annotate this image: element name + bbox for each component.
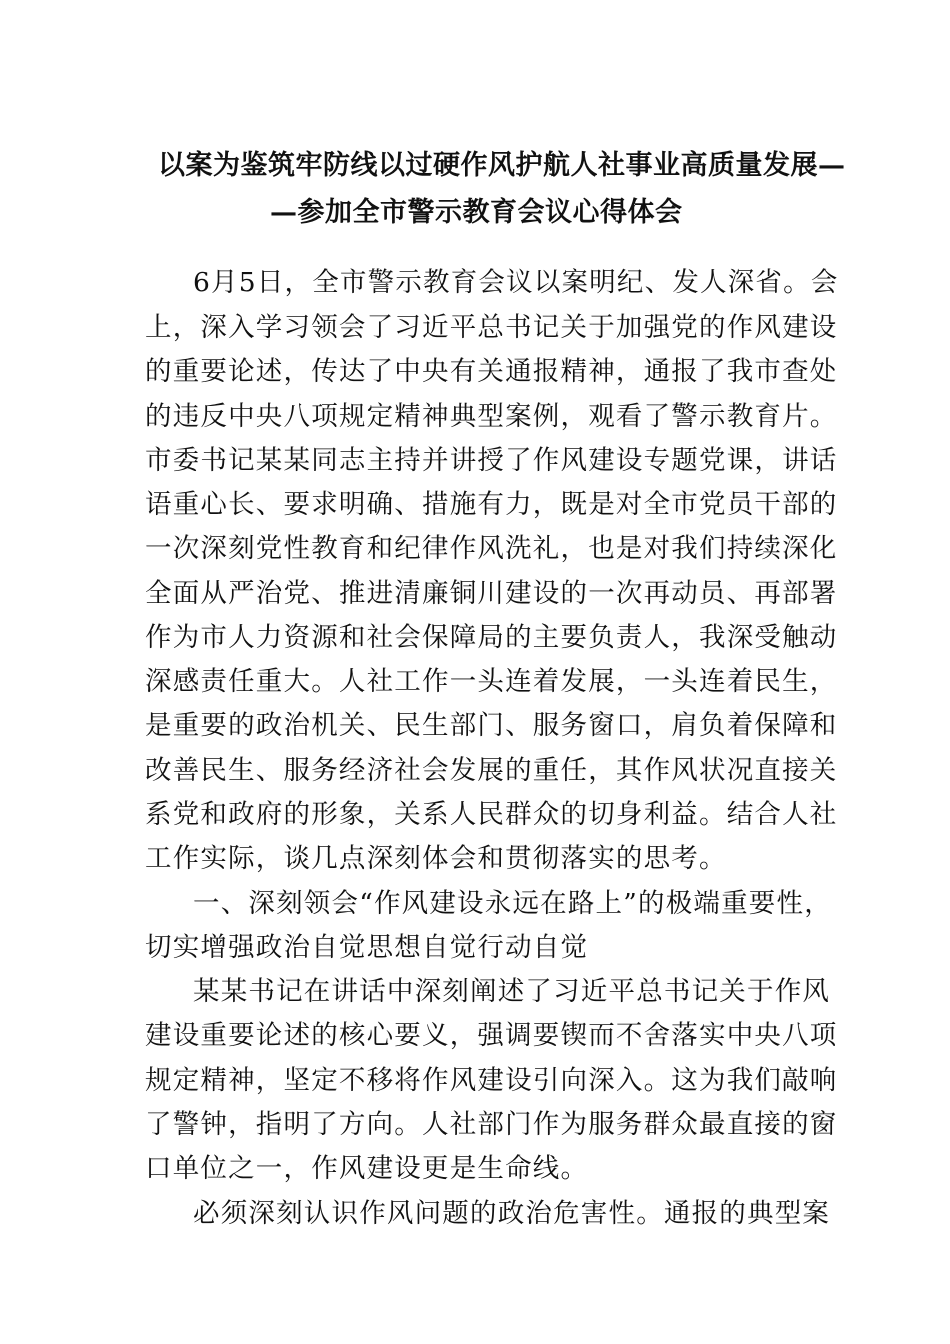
- body-line: 了警钟，指明了方向。人社部门作为服务群众最直接的窗: [145, 1109, 838, 1140]
- body-line: 口单位之一，作风建设更是生命线。: [145, 1153, 589, 1184]
- document-title-line-1: 以案为鉴筑牢防线以过硬作风护航人社事业高质量发展—: [158, 150, 846, 181]
- body-line: 深感责任重大。人社工作一头连着发展，一头连着民生，: [145, 666, 838, 697]
- document-title-line-2: —参加全市警示教育会议心得体会: [270, 197, 683, 228]
- body-line: 上，深入学习领会了习近平总书记关于加强党的作风建设: [145, 312, 838, 343]
- body-line: 规定精神，坚定不移将作风建设引向深入。这为我们敲响: [145, 1065, 838, 1096]
- section-heading-line-2: 切实增强政治自觉思想自觉行动自觉: [145, 932, 589, 963]
- body-line: 6月5日，全市警示教育会议以案明纪、发人深省。会: [193, 267, 839, 298]
- section-heading-line-1: 一、深刻领会“作风建设永远在路上”的极端重要性，: [193, 888, 832, 919]
- body-line: 改善民生、服务经济社会发展的重任，其作风状况直接关: [145, 755, 838, 786]
- body-line: 必须深刻认识作风问题的政治危害性。通报的典型案: [193, 1198, 831, 1229]
- body-line: 的违反中央八项规定精神典型案例，观看了警示教育片。: [145, 401, 838, 432]
- body-line: 作为市人力资源和社会保障局的主要负责人，我深受触动: [145, 622, 838, 653]
- body-line: 语重心长、要求明确、措施有力，既是对全市党员干部的: [145, 489, 838, 520]
- body-line: 系党和政府的形象，关系人民群众的切身利益。结合人社: [145, 799, 838, 830]
- body-line: 某某书记在讲话中深刻阐述了习近平总书记关于作风: [193, 976, 831, 1007]
- body-line: 市委书记某某同志主持并讲授了作风建设专题党课，讲话: [145, 445, 838, 476]
- body-line: 全面从严治党、推进清廉铜川建设的一次再动员、再部署: [145, 578, 838, 609]
- body-line: 的重要论述，传达了中央有关通报精神，通报了我市查处: [145, 356, 838, 387]
- body-line: 一次深刻党性教育和纪律作风洗礼，也是对我们持续深化: [145, 533, 838, 564]
- body-line: 建设重要论述的核心要义，强调要锲而不舍落实中央八项: [145, 1020, 838, 1051]
- body-line: 是重要的政治机关、民生部门、服务窗口，肩负着保障和: [145, 710, 838, 741]
- body-line: 工作实际，谈几点深刻体会和贯彻落实的思考。: [145, 843, 727, 874]
